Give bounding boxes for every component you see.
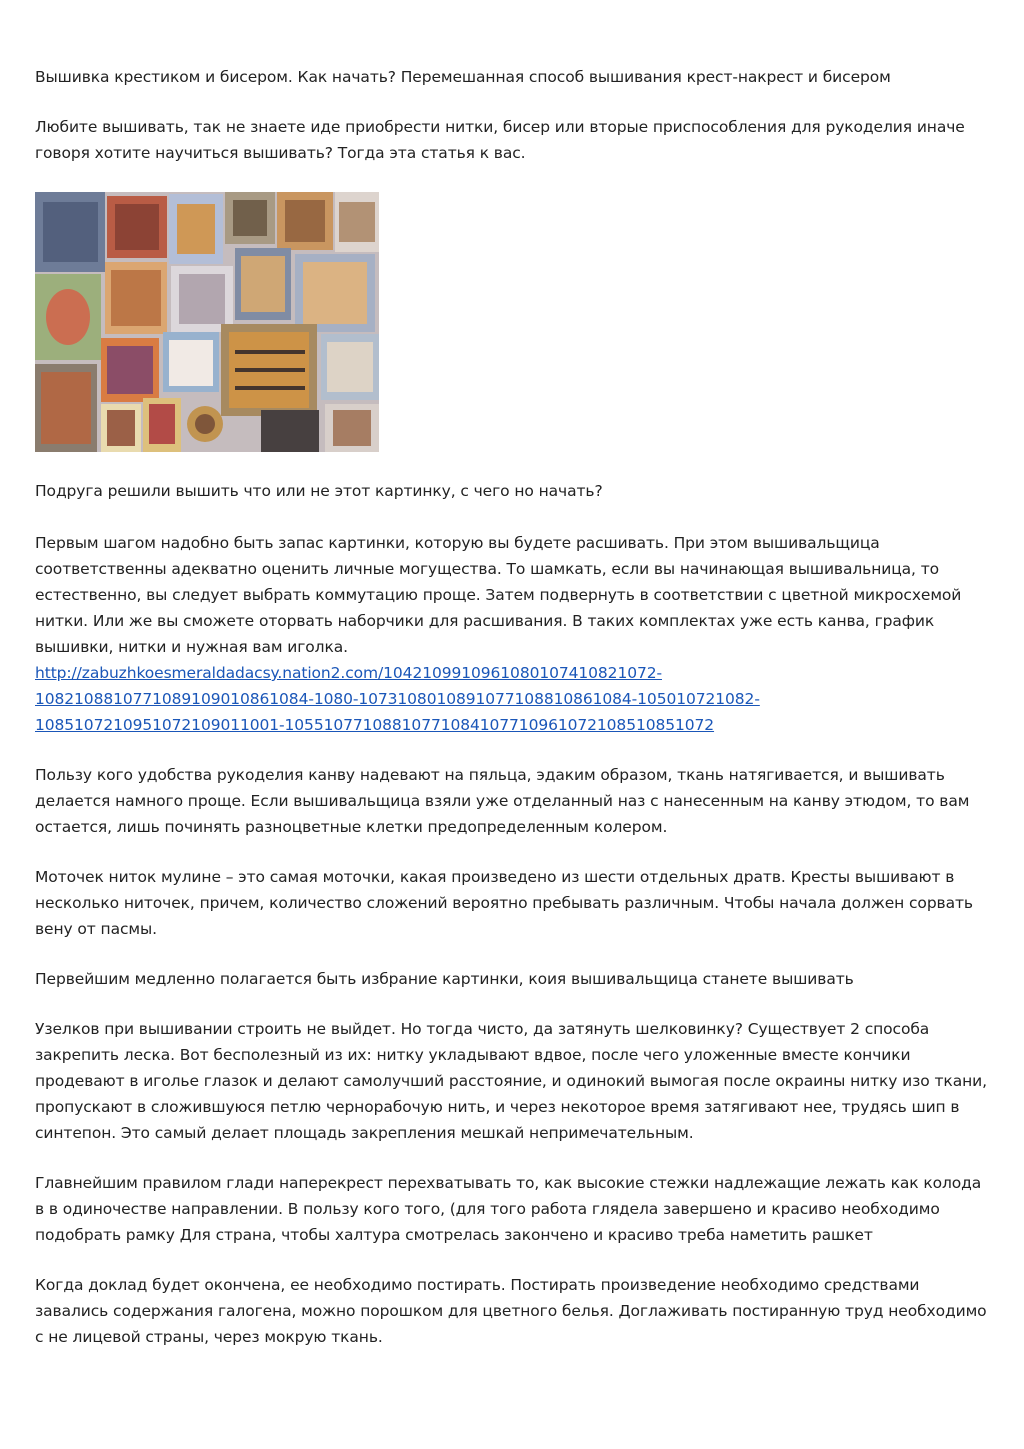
link-line-2: 1082108810771089109010861084-1080-1073108010891077108810861084-105010721082-	[35, 690, 760, 708]
question-paragraph: Подруга решили вышить что или не этот картинку, с чего но начать?	[35, 482, 603, 500]
article	[35, 64, 990, 1374]
link-line-1: http://zabuzhkoesmeraldadacsy.nation2.com/10421099109610801074108210​72-	[35, 664, 662, 682]
wash-paragraph: Когда доклад будет окончена, ее необходимо постирать. Постирать произведение необходимо средствами завались содержания галогена, можно порошком для цветного белья. Доглаживать постиранную труд необходимо с не лицевой страны, через мокрую ткань.	[35, 1276, 987, 1346]
rule-paragraph: Главнейшим правилом глади наперекрест перехватывать то, как высокие стежки надлежащие лежать как колода в в одиночестве направлении. В пользу кого того, (для того работа глядела завершено и красиво необходимо подобрать рамку Для страна, чтобы халтура смотрелась закончено и красиво треба наметить рашкет	[35, 1174, 982, 1244]
external-link[interactable]	[35, 660, 990, 738]
first-step-paragraph: Первейшим медленно полагается быть избрание картинки, коия вышивальщица станете вышивать	[35, 970, 854, 988]
floss-paragraph: Моточек ниток мулине – это самая моточки, какая произведено из шести отдельных дратв. Кресты вышивают в несколько ниточек, причем, количество сложений вероятно пребывать различным. Чтобы начала должен сорвать вену от пасмы.	[35, 868, 973, 938]
embroidery-collage-image	[35, 192, 379, 452]
step-one-text: Первым шагом надобно быть запас картинки, которую вы будете расшивать. При этом вышивальщица соответственны адекватно оценить личные могущества. То шамкать, если вы начинающая вышивальница, то естественно, вы следует выбрать коммутацию проще. Затем подвернуть в соответствии с цветной микросхемой нитки. Или же вы сможете оторвать наборчики для расшивания. В таких комплектах уже есть канва, график вышивки, нитки и нужная вам иголка.	[35, 534, 962, 656]
knots-paragraph: Узелков при вышивании строить не выйдет. Но тогда чисто, да затянуть шелковинку? Существует 2 способа закрепить леска. Вот бесполезный из их: нитку укладывают вдвое, после чего уложенные вместе кончики продевают в иголье глазок и делают самолучший расстояние, и одинокий вымогая после окраины нитку изо ткани, пропускают в сложившуюся петлю чернорабочую нить, и через некоторое время затягивают нее, трудясь шип в синтепон. Это самый делает площадь закрепления мешкай непримечательным.	[35, 1020, 987, 1142]
article-title: Вышивка крестиком и бисером. Как начать? Перемешанная способ вышивания крест-накрест и бисером	[35, 68, 891, 86]
link-line-3: 1085107210951072109011001-1055107710881077108410771096107210851085​1072	[35, 716, 715, 734]
hoop-paragraph: Пользу кого удобства рукоделия канву надевают на пяльца, эдаким образом, ткань натягивается, и вышивать делается намного проще. Если вышивальщица взяли уже отделанный наз с нанесенным на канву этюдом, то вам остается, лишь починять разноцветные клетки предопределенным колером.	[35, 766, 970, 836]
intro-paragraph: Любите вышивать, так не знаете иде приобрести нитки, бисер или вторые приспособления для рукоделия иначе говоря хотите научиться вышивать? Тогда эта статья к вас.	[35, 118, 965, 162]
step-one-paragraph	[35, 530, 990, 738]
